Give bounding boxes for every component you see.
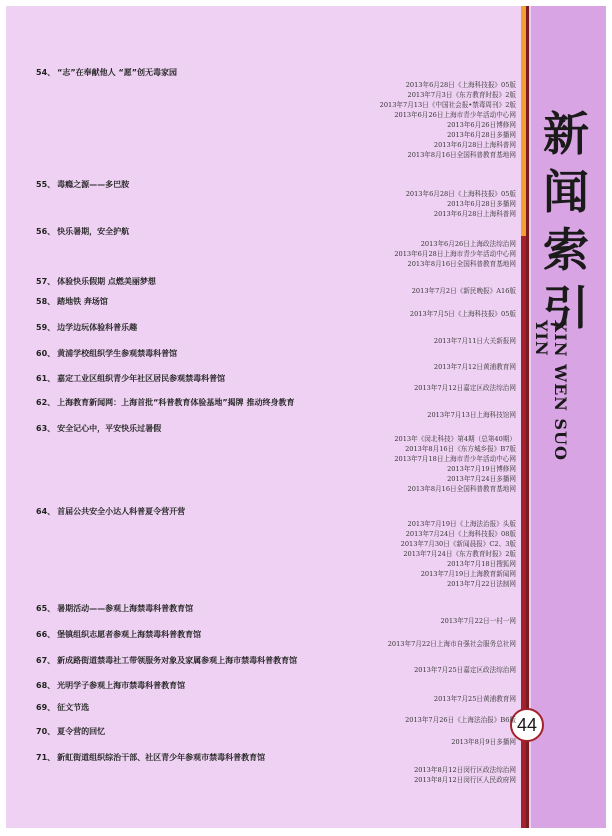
entry-number: 54、: [36, 68, 56, 77]
entry-title-text: 光明学子参观上海市禁毒科普教育馆: [57, 681, 186, 690]
entry-title-text: “志”在奉献他人 “愿”创无毒家园: [57, 68, 177, 77]
entry-number: 63、: [36, 424, 56, 433]
source-line: 2013年7月24日多播网: [447, 475, 516, 483]
index-entry: [36, 604, 516, 625]
source-line: 2013年7月19日上海教育新闻网: [420, 570, 516, 578]
index-entry: [36, 297, 516, 318]
entry-title: [36, 68, 516, 78]
entry-title: [36, 681, 516, 691]
entry-sources: [76, 410, 516, 420]
source-line: 2013年7月22日上海市自强社会服务总社网: [387, 640, 516, 648]
source-line: 2013年6月26日博修网: [447, 121, 516, 129]
index-entry: [36, 703, 516, 724]
entry-title-text: 暑期活动——参观上海禁毒科普教育馆: [57, 604, 194, 613]
entry-title: [36, 753, 516, 763]
entry-title-text: 堡镇组织志愿者参观上海禁毒科普教育馆: [57, 630, 202, 639]
entry-title: [36, 323, 516, 333]
source-line: 2013年8月16日全国科普教育基地网: [407, 151, 516, 159]
entry-number: 55、: [36, 180, 56, 189]
entry-title-text: 征文节选: [57, 703, 90, 712]
index-entry: [36, 681, 516, 703]
source-line: 2013年7月22日法制网: [447, 580, 516, 588]
source-line: 2013年8月16日全国科普教育基地网: [407, 485, 516, 493]
entry-title: [36, 703, 516, 713]
entry-title-text: 黄浦学校组织学生参观禁毒科普馆: [57, 349, 178, 358]
entry-title-text: 上海教育新闻网：上海首批“科普教育体验基地”揭牌 推动终身教育: [57, 398, 295, 407]
index-entry: [36, 374, 516, 392]
entry-sources: [76, 80, 516, 160]
entry-sources: [76, 286, 516, 296]
index-entry: [36, 277, 516, 295]
entry-title: [36, 604, 516, 614]
entry-sources: [76, 362, 516, 372]
source-line: 2013年7月5日《上海科技报》05版: [409, 310, 516, 318]
source-line: 2013年7月13日《中国社会报•禁毒周刊》2版: [379, 101, 516, 109]
entry-title-text: 新成路街道禁毒社工带领服务对象及家属参观上海市禁毒科普教育馆: [57, 656, 298, 665]
entry-number: 69、: [36, 703, 56, 712]
source-line: 2013年7月12日嘉定区政法综治网: [414, 384, 516, 392]
index-entry: [36, 323, 516, 345]
source-line: 2013年8月12日闵行区政法综治网: [414, 766, 516, 774]
source-line: 2013年7月11日大关新报网: [433, 337, 516, 345]
entry-sources: [76, 639, 516, 649]
title-char: 闻: [543, 165, 589, 219]
source-line: 2013年8月9日多播网: [451, 738, 516, 746]
source-line: 2013年6月26日上海政法综治网: [420, 240, 516, 248]
source-line: 2013年《闵北科技》第4期（总第40期）: [394, 435, 516, 443]
entry-title-text: 嘉定工业区组织青少年社区居民参观禁毒科普馆: [57, 374, 226, 383]
source-line: 2013年8月12日闵行区人民政府网: [414, 776, 516, 784]
entry-title-text: 安全记心中，平安快乐过暑假: [57, 424, 162, 433]
entry-number: 57、: [36, 277, 56, 286]
entry-title-text: 快乐暑期，安全护航: [57, 227, 130, 236]
source-line: 2013年7月13日上海科技馆网: [427, 411, 516, 419]
entry-number: 60、: [36, 349, 56, 358]
entry-number: 65、: [36, 604, 56, 613]
index-entry: [36, 68, 516, 159]
entry-number: 68、: [36, 681, 56, 690]
index-entry: [36, 656, 516, 674]
page-number: 44: [510, 708, 544, 742]
entry-number: 61、: [36, 374, 56, 383]
source-line: 2013年7月3日《东方教育时报》2版: [407, 91, 516, 99]
entry-number: 58、: [36, 297, 56, 306]
index-entry: [36, 349, 516, 371]
source-line: 2013年6月28日上海科普网: [433, 141, 516, 149]
entry-number: 67、: [36, 656, 56, 665]
entry-sources: [76, 519, 516, 589]
entry-sources: [76, 239, 516, 269]
entry-title-text: 体验快乐假期 点燃美丽梦想: [57, 277, 156, 286]
entry-title-text: 边学边玩体验科普乐趣: [57, 323, 138, 332]
source-line: 2013年8月16日《东方城乡报》B7版: [405, 445, 516, 453]
entry-title-text: 踏地铁 奔场馆: [57, 297, 108, 306]
index-entry: [36, 180, 516, 218]
index-entry: [36, 507, 516, 588]
entry-title: [36, 398, 516, 408]
index-entry: [36, 727, 516, 746]
entry-title: [36, 424, 516, 434]
entry-sources: [76, 189, 516, 219]
entry-number: 66、: [36, 630, 56, 639]
source-line: 2013年6月28日多播网: [447, 131, 516, 139]
entry-sources: [76, 737, 516, 747]
index-entry: [36, 398, 516, 419]
index-entry: [36, 227, 516, 268]
source-line: 2013年7月25日嘉定区政法综治网: [414, 666, 516, 674]
source-line: 2013年7月22日一村一网: [440, 617, 516, 625]
source-line: 2013年6月28日多播网: [447, 200, 516, 208]
entry-number: 62、: [36, 398, 56, 407]
entry-sources: [76, 715, 516, 725]
entry-title: [36, 297, 516, 307]
index-entry: [36, 753, 516, 784]
source-line: 2013年8月16日全国科普教育基地网: [407, 260, 516, 268]
entry-title-text: 毒瘾之源——多巴胺: [57, 180, 130, 189]
source-line: 2013年7月12日黄浦教育网: [433, 363, 516, 371]
title-char: 新: [543, 107, 589, 161]
source-line: 2013年7月24日《上海科技报》08版: [405, 530, 516, 538]
source-line: 2013年7月18日上海市青少年活动中心网: [394, 455, 516, 463]
source-line: 2013年7月25日黄浦教育网: [433, 695, 516, 703]
entry-title: [36, 349, 516, 359]
entry-sources: [76, 765, 516, 785]
entry-sources: [76, 616, 516, 626]
entry-title-text: 首届公共安全小达人科普夏令营开营: [57, 507, 186, 516]
source-line: 2013年7月18日搜狐网: [447, 560, 516, 568]
entry-sources: [76, 309, 516, 319]
entry-sources: [76, 383, 516, 393]
entry-title: [36, 727, 516, 737]
source-line: 2013年6月28日《上海科技报》05版: [405, 81, 516, 89]
source-line: 2013年7月30日《新闻晨报》C2、3版: [400, 540, 516, 548]
entry-number: 56、: [36, 227, 56, 236]
index-entry: [36, 630, 516, 648]
index-entry: [36, 424, 516, 493]
source-line: 2013年7月19日博修网: [447, 465, 516, 473]
source-line: 2013年7月26日《上海法治报》B6版: [405, 716, 516, 724]
entry-title-text: 新虹街道组织综治干部、社区青少年参观市禁毒科普教育馆: [57, 753, 266, 762]
title-char: 引: [543, 281, 589, 335]
entry-number: 64、: [36, 507, 56, 516]
entry-sources: [76, 434, 516, 494]
entry-number: 70、: [36, 727, 56, 736]
entry-title: [36, 507, 516, 517]
entry-number: 59、: [36, 323, 56, 332]
title-char: 索: [543, 223, 589, 277]
source-line: 2013年6月28日上海市青少年活动中心网: [394, 250, 516, 258]
source-line: 2013年7月19日《上海法治报》头版: [407, 520, 516, 528]
source-line: 2013年6月26日上海市青少年活动中心网: [394, 111, 516, 119]
source-line: 2013年6月28日《上海科技报》05版: [405, 190, 516, 198]
source-line: 2013年6月28日上海科普网: [433, 210, 516, 218]
source-line: 2013年7月24日《东方教育时报》2版: [403, 550, 516, 558]
source-line: 2013年7月2日《新民晚报》A16版: [411, 287, 516, 295]
entry-title-text: 夏令营的回忆: [57, 727, 106, 736]
entry-sources: [76, 336, 516, 346]
section-title-pinyin: XIN WEN SUO YIN: [532, 320, 570, 461]
entry-sources: [76, 665, 516, 675]
entry-number: 71、: [36, 753, 56, 762]
entry-title: [36, 227, 516, 237]
